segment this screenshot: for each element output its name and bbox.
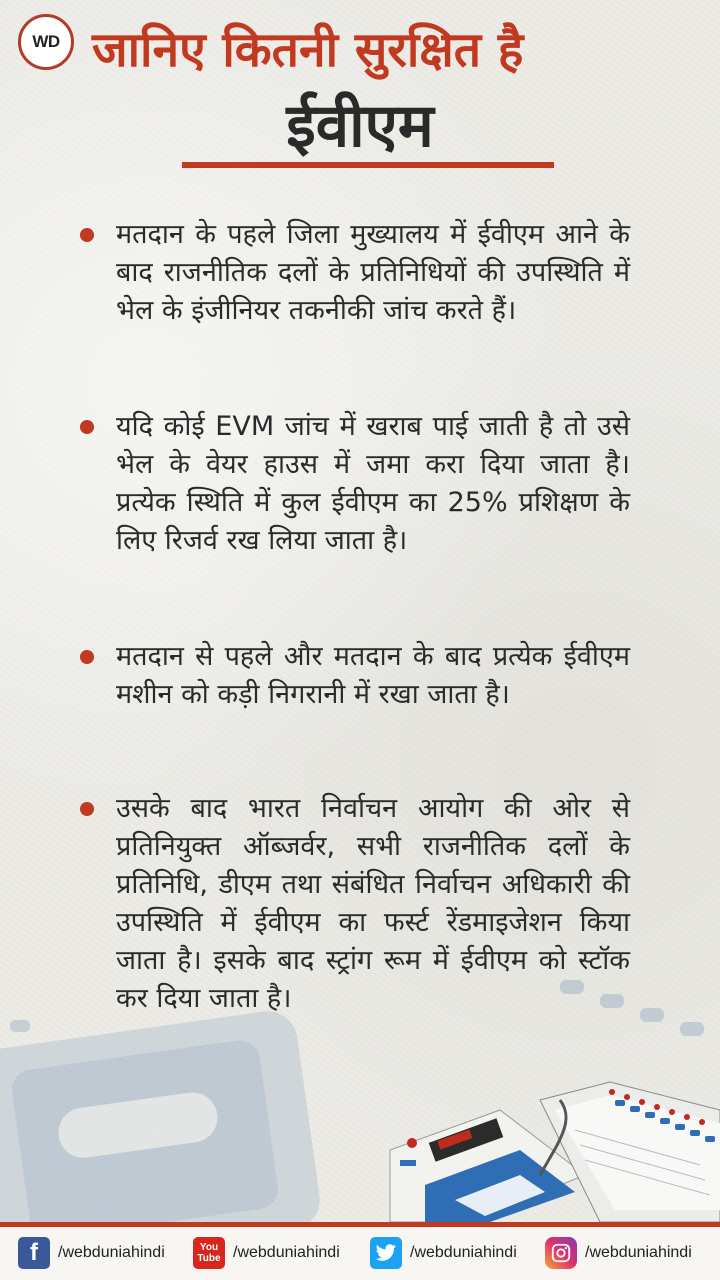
bullet-text: मतदान से पहले और मतदान के बाद प्रत्येक ईवीएम मशीन को कड़ी निगरानी में रखा जाता है। [116,641,630,710]
twitter-icon [370,1237,402,1269]
bullet-text: यदि कोई EVM जांच में खराब पाई जाती है तो उसे भेल के वेयर हाउस में जमा करा दिया जाता है। प्रत्येक स्थिति में कुल ईवीएम का 25% प्रशिक्षण के लिए रिजर्व रख लिया जाता है। [116,411,630,556]
bullet-item [80,216,630,330]
bullet-item [80,638,630,714]
bullet-dot [80,802,94,816]
social-footer [0,1227,720,1280]
bullet-dot [80,420,94,434]
title-line-2: ईवीएम [286,91,434,161]
twitter-handle: /webduniahindi [410,1244,517,1261]
youtube-link[interactable] [193,1237,340,1269]
facebook-link[interactable] [18,1237,165,1269]
bullet-item [80,790,630,1018]
youtube-handle: /webduniahindi [233,1244,340,1261]
title-line-1: जानिए कितनी सुरक्षित है [92,22,524,78]
title-underline [182,162,554,168]
twitter-link[interactable] [370,1237,517,1269]
bullet-text: उसके बाद भारत निर्वाचन आयोग की ओर से प्रतिनियुक्त ऑब्जर्वर, सभी राजनीतिक दलों के प्रतिनिधि, डीएम तथा संबंधित निर्वाचन अधिकारी की उपस्थिति में ईवीएम का फर्स्ट रेंडमाइजेशन किया जाता है। इसके बाद स्ट्रांग रूम में ईवीएम को स्टॉक कर दिया जाता है। [116,793,630,1014]
youtube-icon: You Tube [193,1237,225,1269]
bullet-dot [80,228,94,242]
facebook-handle: /webduniahindi [58,1244,165,1261]
instagram-handle: /webduniahindi [585,1244,692,1261]
bullet-item [80,408,630,560]
facebook-icon: f [18,1237,50,1269]
webdunia-logo [18,14,74,70]
logo-text: WD [32,32,60,51]
instagram-icon [545,1237,577,1269]
bullet-text: मतदान के पहले जिला मुख्यालय में ईवीएम आने के बाद राजनीतिक दलों के प्रतिनिधियों की उपस्थिति में भेल के इंजीनियर तकनीकी जांच करते हैं। [116,219,630,326]
instagram-link[interactable] [545,1237,692,1269]
bullet-dot [80,650,94,664]
